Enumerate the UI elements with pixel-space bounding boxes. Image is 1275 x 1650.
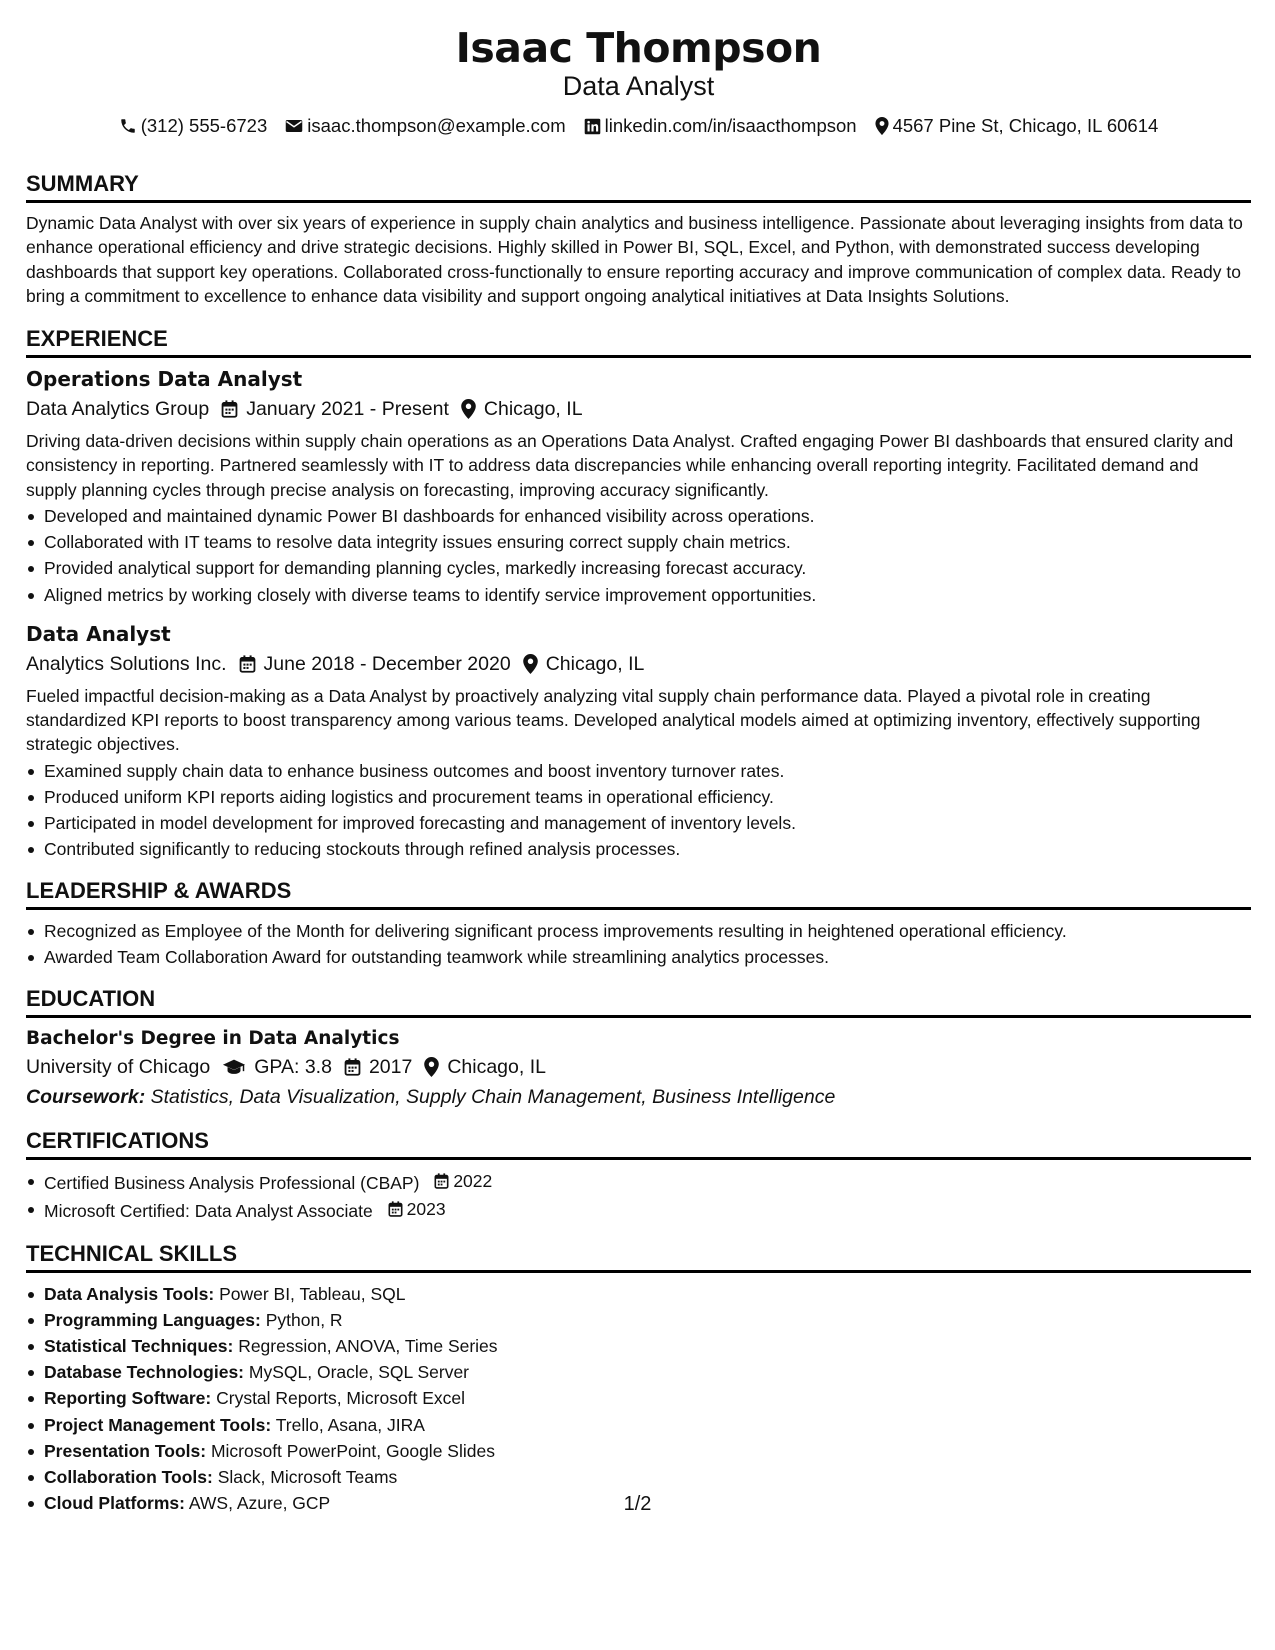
phone-icon xyxy=(119,117,137,135)
job-dates-group xyxy=(239,650,511,678)
list-item: Recognized as Employee of the Month for delivering significant process improvements resulting in heightened operational efficiency. xyxy=(26,918,1251,944)
cert-name: Certified Business Analysis Professional (CBAP) xyxy=(44,1173,420,1194)
skill-value: Trello, Asana, JIRA xyxy=(275,1414,425,1435)
list-item xyxy=(26,1307,1251,1333)
skill-label: Reporting Software: xyxy=(44,1388,212,1409)
school-name: University of Chicago xyxy=(26,1056,211,1078)
education-meta xyxy=(26,1053,1251,1081)
calendar-icon xyxy=(221,400,238,418)
contact-phone[interactable] xyxy=(119,114,268,138)
list-item xyxy=(26,1464,1251,1490)
calendar-icon xyxy=(239,655,256,673)
map-pin-icon xyxy=(424,1057,439,1077)
phone-text: (312) 555-6723 xyxy=(140,115,268,136)
leadership-list xyxy=(26,918,1251,970)
education-section xyxy=(26,985,1251,1111)
coursework-text: Statistics, Data Visualization, Supply Chain Management, Business Intelligence xyxy=(150,1086,836,1108)
job-title: Data Analyst xyxy=(26,621,171,646)
skill-value: MySQL, Oracle, SQL Server xyxy=(248,1362,469,1383)
list-item xyxy=(26,1281,1251,1307)
job-meta xyxy=(26,650,1251,678)
education-location-group xyxy=(424,1053,546,1081)
linkedin-icon xyxy=(584,118,601,135)
cert-year-group xyxy=(434,1168,492,1194)
skill-label: Statistical Techniques: xyxy=(44,1336,234,1356)
job-dates: June 2018 - December 2020 xyxy=(263,652,511,675)
list-item xyxy=(26,1168,1251,1196)
job-title: Operations Data Analyst xyxy=(26,367,303,392)
skills-section xyxy=(26,1240,1251,1517)
section-title-education: EDUCATION xyxy=(26,985,1251,1018)
list-item: Produced uniform KPI reports aiding logistics and procurement teams in operational efficiency. xyxy=(26,784,1251,810)
certifications-section xyxy=(26,1127,1251,1225)
grad-year: 2017 xyxy=(368,1056,413,1078)
gpa-text: GPA: 3.8 xyxy=(254,1056,332,1078)
linkedin-text: linkedin.com/in/isaacthompson xyxy=(604,115,857,136)
job-meta xyxy=(26,395,1251,423)
job-bullets xyxy=(26,503,1251,608)
envelope-icon xyxy=(285,118,303,134)
contact-email[interactable] xyxy=(285,114,565,138)
skill-value: Crystal Reports, Microsoft Excel xyxy=(216,1388,466,1409)
cert-year: 2023 xyxy=(406,1199,446,1220)
contact-address xyxy=(875,114,1159,138)
list-item: Contributed significantly to reducing stockouts through refined analysis processes. xyxy=(26,836,1251,862)
skill-label: Data Analysis Tools: xyxy=(44,1283,215,1304)
resume-header xyxy=(26,0,1251,138)
section-title-certifications: CERTIFICATIONS xyxy=(26,1127,1251,1160)
summary-text: Dynamic Data Analyst with over six years of experience in supply chain analytics and business intelligence. Passionate about leveraging insights from data to enhance operational efficiency and drive strategic decisions. Highly skilled in Power BI, SQL, Excel, and Python, with demonstrated success developing dashboards that support key operations. Collaborated cross-functionally to ensure reporting accuracy and improve communication of complex data. Ready to bring a commitment to excellence to enhance data visibility and support ongoing analytical initiatives at Data Insights Solutions. xyxy=(26,213,1243,306)
cert-year: 2022 xyxy=(453,1171,493,1191)
list-item xyxy=(26,1412,1251,1438)
job-company: Data Analytics Group xyxy=(26,398,210,421)
job-bullets xyxy=(26,758,1251,863)
list-item xyxy=(26,1333,1251,1359)
degree-title: Bachelor's Degree in Data Analytics xyxy=(26,1028,400,1049)
page-indicator: 1/2 xyxy=(623,1493,652,1515)
cert-year-group xyxy=(388,1196,446,1222)
job-entry xyxy=(26,366,1251,608)
resume-page xyxy=(26,0,1251,1516)
skills-list xyxy=(26,1281,1251,1517)
job-dates-group xyxy=(221,395,449,423)
list-item: Participated in model development for improved forecasting and management of inventory levels. xyxy=(26,810,1251,836)
map-pin-icon xyxy=(875,117,889,135)
education-location: Chicago, IL xyxy=(447,1056,546,1078)
job-location: Chicago, IL xyxy=(483,398,583,421)
summary-section xyxy=(26,170,1251,308)
calendar-icon xyxy=(434,1173,449,1189)
list-item: Examined supply chain data to enhance business outcomes and boost inventory turnover rates. xyxy=(26,758,1251,784)
skill-value: Regression, ANOVA, Time Series xyxy=(238,1336,498,1356)
candidate-role: Data Analyst xyxy=(562,71,715,101)
section-title-experience: EXPERIENCE xyxy=(26,325,1251,358)
list-item: Aligned metrics by working closely with diverse teams to identify service improvement opportunities. xyxy=(26,582,1251,608)
skill-value: AWS, Azure, GCP xyxy=(188,1493,331,1514)
job-company: Analytics Solutions Inc. xyxy=(26,652,227,675)
job-location-group xyxy=(461,395,583,423)
coursework xyxy=(26,1083,1251,1111)
skill-value: Microsoft PowerPoint, Google Slides xyxy=(210,1440,495,1461)
list-item xyxy=(26,1196,1251,1224)
skill-label: Cloud Platforms: xyxy=(44,1493,185,1514)
job-location-group xyxy=(523,650,645,678)
skill-value: Slack, Microsoft Teams xyxy=(217,1467,398,1488)
section-title-skills: TECHNICAL SKILLS xyxy=(26,1240,1251,1273)
job-entry xyxy=(26,621,1251,863)
map-pin-icon xyxy=(523,654,538,674)
job-description: Fueled impactful decision-making as a Data Analyst by proactively analyzing vital supply chain performance data. Played a pivotal role in creating standardized KPI reports to boost transparency among various teams. Developed analytical models aimed at optimizing inventory, effectively supporting strategic objectives. xyxy=(26,685,1201,755)
skill-label: Collaboration Tools: xyxy=(44,1467,213,1488)
certifications-list xyxy=(26,1168,1251,1225)
job-dates: January 2021 - Present xyxy=(246,398,449,421)
skill-label: Presentation Tools: xyxy=(44,1440,207,1461)
candidate-name: Isaac Thompson xyxy=(455,24,822,72)
leadership-section xyxy=(26,877,1251,970)
list-item xyxy=(26,1385,1251,1411)
list-item: Provided analytical support for demanding planning cycles, markedly increasing forecast accuracy. xyxy=(26,555,1251,581)
gpa-group xyxy=(222,1053,332,1081)
list-item xyxy=(26,1359,1251,1385)
cert-name: Microsoft Certified: Data Analyst Associate xyxy=(44,1201,373,1222)
calendar-icon xyxy=(344,1058,361,1076)
map-pin-icon xyxy=(461,399,476,419)
list-item: Developed and maintained dynamic Power BI dashboards for enhanced visibility across operations. xyxy=(26,503,1251,529)
section-title-summary: SUMMARY xyxy=(26,170,1251,203)
graduation-cap-icon xyxy=(222,1058,246,1076)
calendar-icon xyxy=(388,1201,403,1217)
coursework-label: Coursework: xyxy=(26,1086,146,1108)
email-text: isaac.thompson@example.com xyxy=(307,115,566,136)
job-location: Chicago, IL xyxy=(545,652,645,675)
address-text: 4567 Pine St, Chicago, IL 60614 xyxy=(892,115,1159,136)
skill-value: Python, R xyxy=(265,1309,343,1330)
list-item xyxy=(26,1438,1251,1464)
skill-value: Power BI, Tableau, SQL xyxy=(219,1283,406,1304)
contact-linkedin[interactable] xyxy=(584,114,857,138)
job-description: Driving data-driven decisions within supply chain operations as an Operations Data Analyst. Crafted engaging Power BI dashboards that ensured clarity and consistency in reporting. Partnered seamlessly with IT to address data discrepancies while enhancing overall reporting integrity. Facilitated demand and supply planning cycles through precise analysis on forecasting, improving accuracy significantly. xyxy=(26,431,1234,500)
contact-bar xyxy=(26,114,1251,138)
skill-label: Project Management Tools: xyxy=(44,1414,272,1435)
list-item: Collaborated with IT teams to resolve data integrity issues ensuring correct supply chain metrics. xyxy=(26,529,1251,555)
experience-section xyxy=(26,325,1251,862)
section-title-leadership: LEADERSHIP & AWARDS xyxy=(26,877,1251,910)
list-item: Awarded Team Collaboration Award for outstanding teamwork while streamlining analytics processes. xyxy=(26,944,1251,970)
skill-label: Database Technologies: xyxy=(44,1362,245,1383)
skill-label: Programming Languages: xyxy=(44,1309,261,1330)
grad-year-group xyxy=(344,1053,412,1081)
